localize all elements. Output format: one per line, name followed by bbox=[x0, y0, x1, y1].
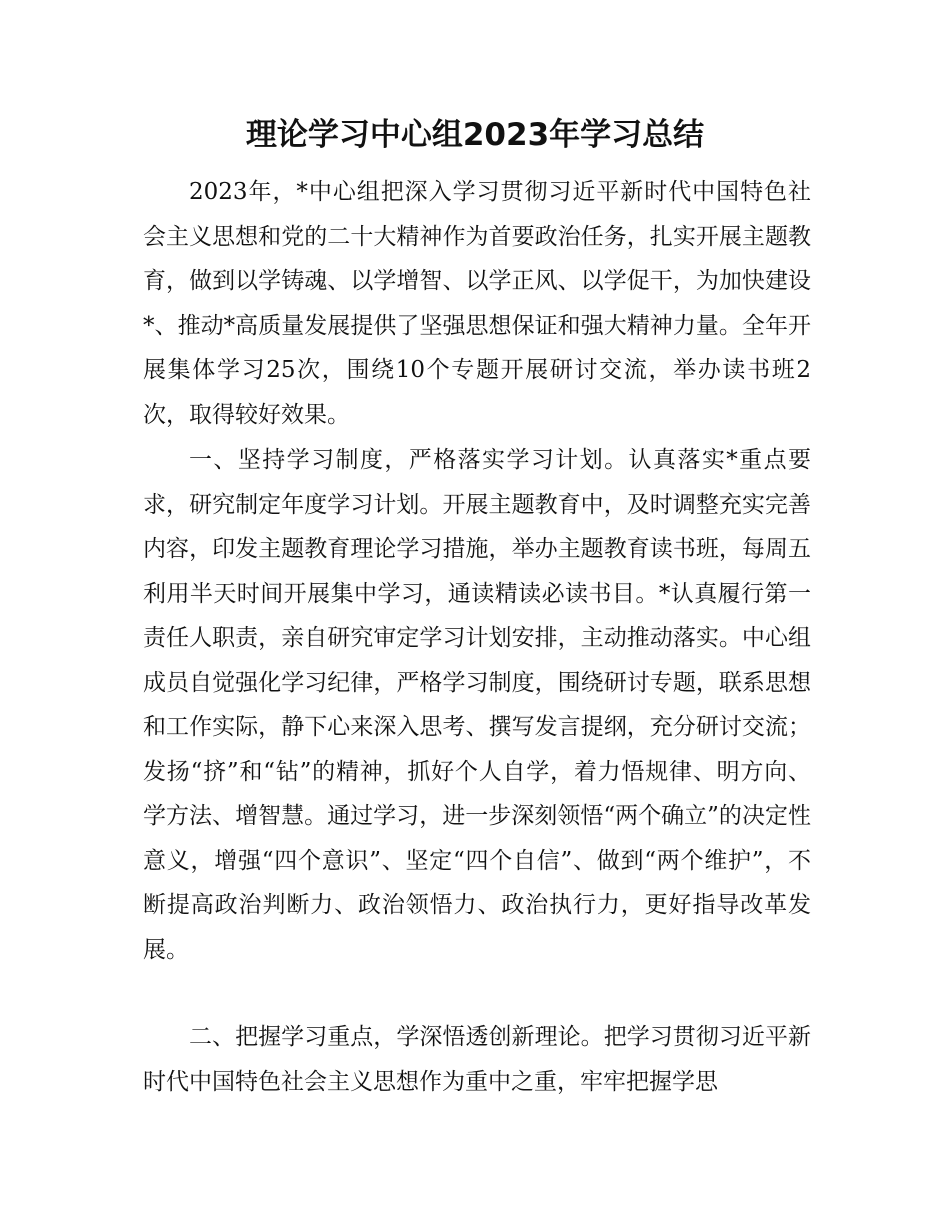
paragraph-section-2: 二、把握学习重点，学深悟透创新理论。把学习贯彻习近平新时代中国特色社会主义思想作为重中之重，牢牢把握学思 bbox=[143, 1024, 811, 1095]
document-title: 理论学习中心组2023年学习总结 bbox=[245, 117, 705, 153]
paragraph-section-1: 一、坚持学习制度，严格落实学习计划。认真落实*重点要求，研究制定年度学习计划。开展主题教育中，及时调整充实完善内容，印发主题教育理论学习措施，举办主题教育读书班，每周五利用半天时间开展集中学习，通读精读必读书目。*认真履行第一责任人职责，亲自研究审定学习计划安排，主动推动落实。中心组成员自觉强化学习纪律，严格学习制度，围绕研讨专题，联系思想和工作实际，静下心来深入思考、撰写发言提纲，充分研讨交流；发扬“挤”和“钻”的精神，抓好个人自学，着力悟规律、明方向、学方法、增智慧。通过学习，进一步深刻领悟“两个确立”的决定性意义，增强“四个意识”、坚定“四个自信”、做到“两个维护”，不断提高政治判断力、政治领悟力、政治执行力，更好指导改革发展。 bbox=[143, 447, 811, 963]
paragraph-intro: 2023年，*中心组把深入学习贯彻习近平新时代中国特色社会主义思想和党的二十大精神作为首要政治任务，扎实开展主题教育，做到以学铸魂、以学增智、以学正风、以学促干，为加快建设*、推动*高质量发展提供了坚强思想保证和强大精神力量。全年开展集体学习25次，围绕10个专题开展研讨交流，举办读书班2次，取得较好效果。 bbox=[143, 179, 811, 428]
